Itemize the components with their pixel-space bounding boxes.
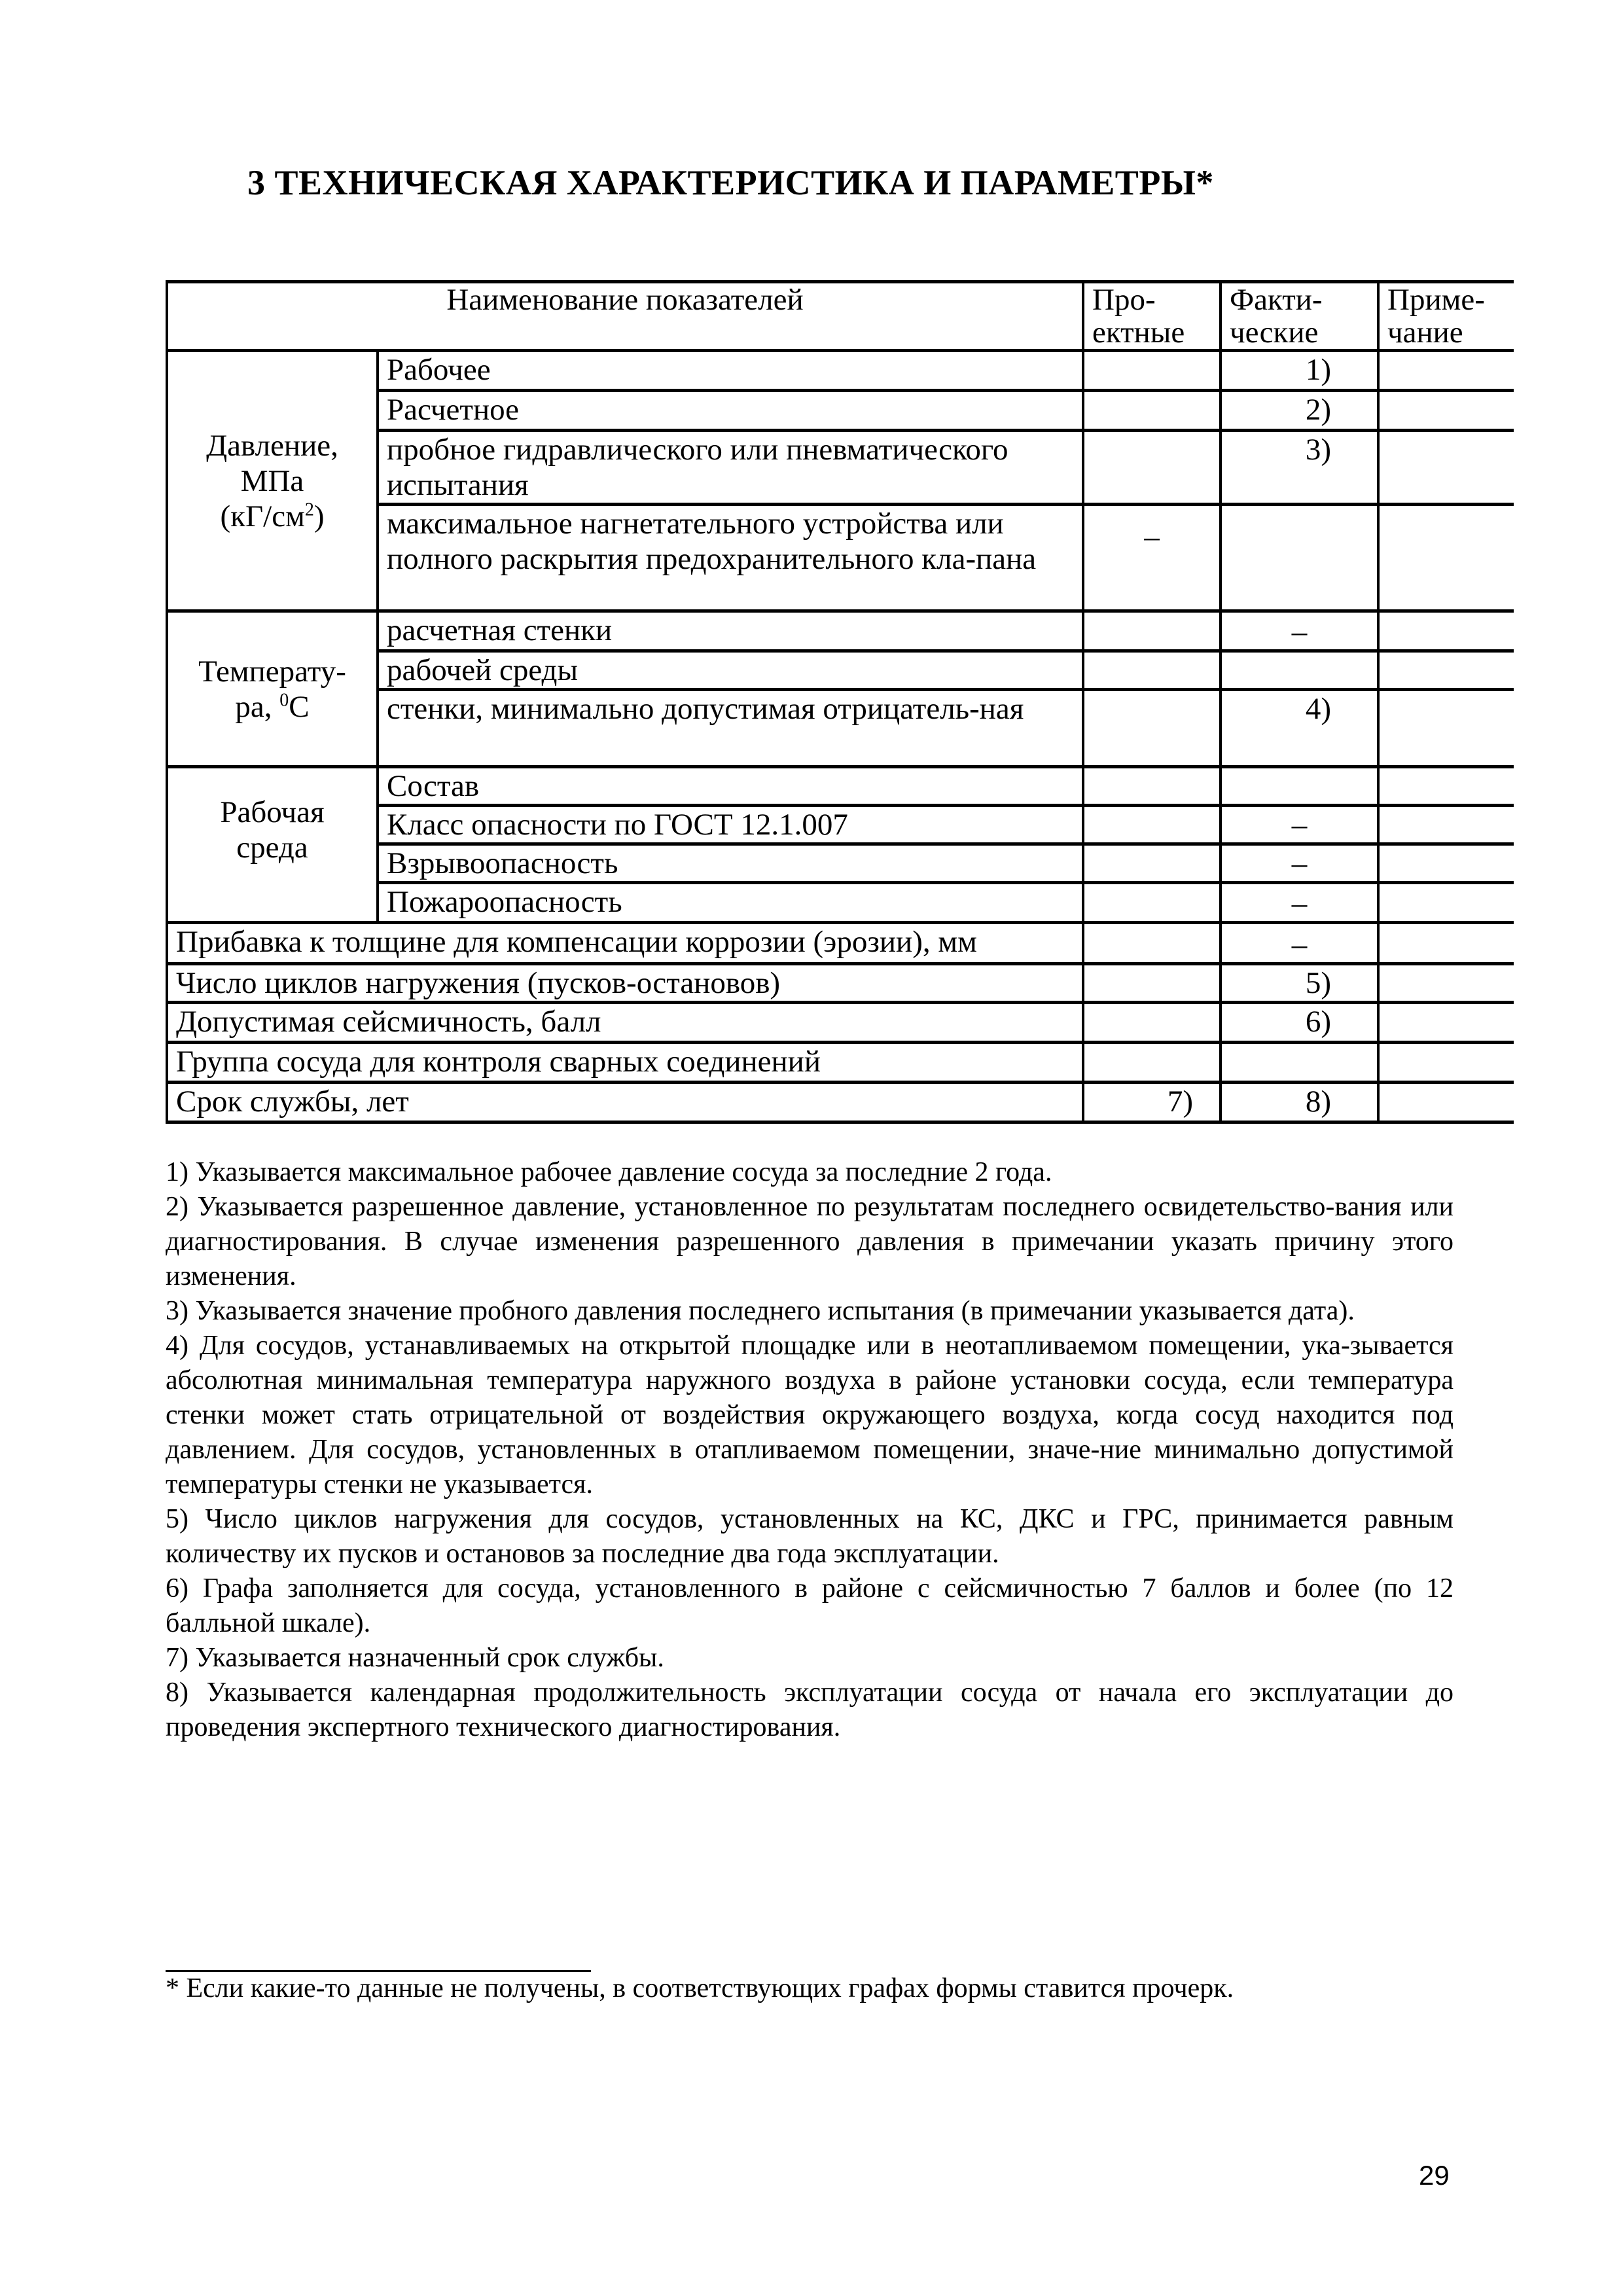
cell-actual [1221,1043,1378,1083]
cell-design [1083,844,1221,883]
note-1: 1) Указывается максимальное рабочее давление сосуда за последние 2 года. [166,1157,1052,1187]
cell-note [1378,1003,1514,1043]
note-3: 3) Указывается значение пробного давления последнего испытания (в примечании указывается дата). [166,1296,1355,1326]
cell-actual: 5) [1221,964,1378,1003]
header-design: Про- ектные [1083,282,1221,351]
row-name: Срок службы, лет [167,1083,1083,1122]
table-row [167,964,1514,1003]
note-7: 7) Указывается назначенный срок службы. [166,1643,664,1673]
cell-actual: 3) [1221,431,1378,505]
header-name: Наименование показателей [167,282,1083,351]
row-name: Рабочее [378,351,1083,391]
cell-actual [1221,767,1378,806]
cell-design: – [1083,505,1221,611]
note-4: 4) Для сосудов, устанавливаемых на открытой площадке или в неотапливаемом помещении, ука-зывается абсолютная минимальная температура наружного воздуха в районе установки сосуда, если температура стенки может стать отрицательной от воздействия окружающего воздуха, когда сосуд находится под давлением. Для сосудов, установленных в отапливаемом помещении, значе-ние минимально допустимой температуры стенки не указывается. [166,1331,1454,1499]
cell-design [1083,883,1221,923]
row-name: Число циклов нагружения (пусков-остановов) [167,964,1083,1003]
cell-design [1083,964,1221,1003]
note-2: 2) Указывается разрешенное давление, установленное по результатам последнего освидетельство-вания или диагностирования. В случае изменения разрешенного давления в примечании указать причину этого изменения. [166,1192,1454,1291]
row-name: Состав [378,767,1083,806]
note-6: 6) Графа заполняется для сосуда, установленного в районе с сейсмичностью 7 баллов и более (по 12 балльной шкале). [166,1573,1454,1638]
cell-design [1083,806,1221,844]
row-name: Класс опасности по ГОСТ 12.1.007 [378,806,1083,844]
cell-note [1378,611,1514,651]
cell-design [1083,431,1221,505]
note-5: 5) Число циклов нагружения для сосудов, установленных на КС, ДКС и ГРС, принимается равным количеству их пусков и остановов за последние два года эксплуатации. [166,1504,1454,1569]
group-pressure-label: Давление, МПа $(кГ/см^2)$ [167,351,378,611]
table-row [167,351,1514,391]
group-medium-label: Рабочая среда [167,767,378,923]
cell-actual: 6) [1221,1003,1378,1043]
row-name: Группа сосуда для контроля сварных соединений [167,1043,1083,1083]
cell-note [1378,391,1514,431]
cell-actual: 1) [1221,351,1378,391]
cell-design [1083,767,1221,806]
table-header-row [167,282,1514,351]
cell-actual: – [1221,883,1378,923]
row-name: рабочей среды [378,651,1083,690]
row-name: расчетная стенки [378,611,1083,651]
spec-table [166,280,1514,1124]
row-name: стенки, минимально допустимая отрицатель-ная [378,690,1083,767]
cell-note [1378,505,1514,611]
cell-note [1378,351,1514,391]
cell-design [1083,651,1221,690]
cell-actual: – [1221,611,1378,651]
table-row [167,923,1514,964]
cell-note [1378,767,1514,806]
cell-note [1378,1043,1514,1083]
cell-design [1083,351,1221,391]
row-name: пробное гидравлического или пневматического испытания [378,431,1083,505]
note-8: 8) Указывается календарная продолжительность эксплуатации сосуда от начала его эксплуатации до проведения экспертного технического диагностирования. [166,1677,1454,1742]
cell-design: 7) [1083,1083,1221,1122]
footnote: * Если какие-то данные не получены, в соответствующих графах формы ставится прочерк. [166,1973,1234,2003]
row-name: Прибавка к толщине для компенсации коррозии (эрозии), мм [167,923,1083,964]
table-row [167,1043,1514,1083]
cell-actual: 2) [1221,391,1378,431]
row-name: Расчетное [378,391,1083,431]
row-name: Пожароопасность [378,883,1083,923]
cell-note [1378,844,1514,883]
group-temperature-label: Температу- ра, $^0$С [167,611,378,767]
cell-actual: – [1221,844,1378,883]
cell-actual: – [1221,923,1378,964]
cell-note [1378,690,1514,767]
table-row [167,611,1514,651]
row-name: максимальное нагнетательного устройства или полного раскрытия предохранительного кла-пана [378,505,1083,611]
table-row [167,767,1514,806]
cell-note [1378,1083,1514,1122]
table-row [167,1083,1514,1122]
cell-design [1083,391,1221,431]
cell-actual: – [1221,806,1378,844]
cell-note [1378,431,1514,505]
cell-note [1378,883,1514,923]
cell-note [1378,964,1514,1003]
cell-note [1378,923,1514,964]
header-note: Приме- чание [1378,282,1514,351]
cell-actual: 8) [1221,1083,1378,1122]
cell-note [1378,651,1514,690]
cell-actual [1221,505,1378,611]
row-name: Допустимая сейсмичность, балл [167,1003,1083,1043]
cell-actual: 4) [1221,690,1378,767]
header-actual: Факти- ческие [1221,282,1378,351]
table-row [167,1003,1514,1043]
cell-design [1083,690,1221,767]
cell-design [1083,611,1221,651]
cell-design [1083,1043,1221,1083]
page-number: 29 [1419,2160,1450,2191]
cell-design [1083,1003,1221,1043]
row-name: Взрывоопасность [378,844,1083,883]
notes [166,1155,1454,1745]
cell-actual [1221,651,1378,690]
cell-design [1083,923,1221,964]
section-title: 3 ТЕХНИЧЕСКАЯ ХАРАКТЕРИСТИКА И ПАРАМЕТРЫ* [247,163,1214,202]
cell-note [1378,806,1514,844]
